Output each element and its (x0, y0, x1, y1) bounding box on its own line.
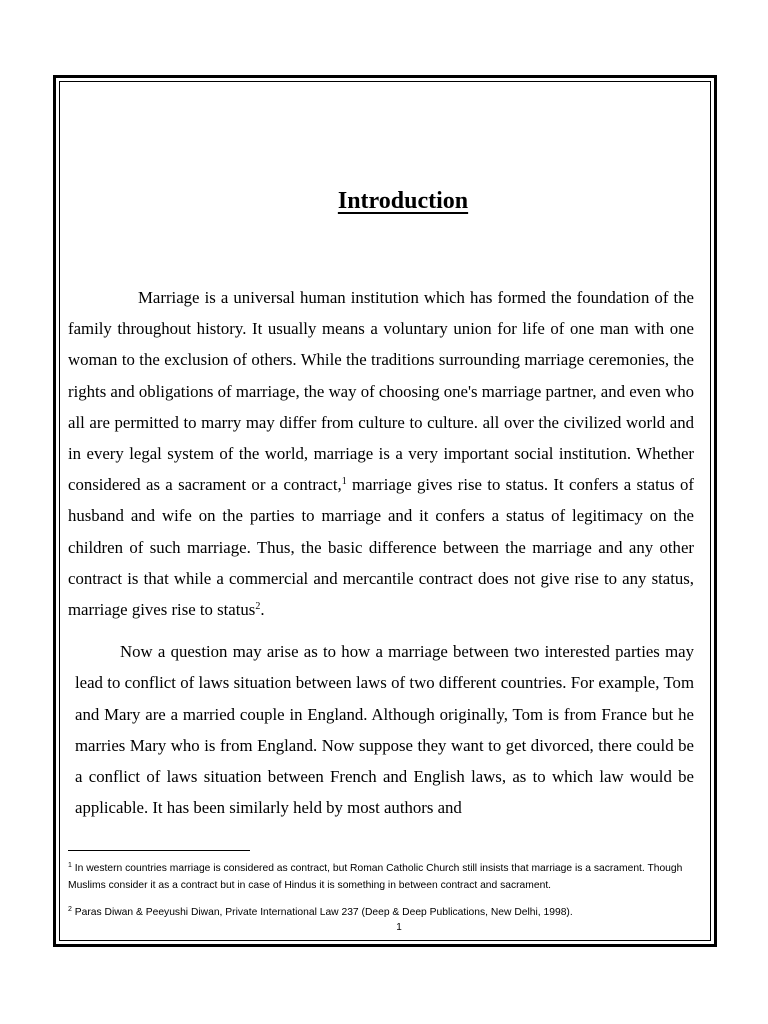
footnote-1-text: In western countries marriage is considered as contract, but Roman Catholic Church still insists that marriage is a sacrament. Though Muslims consider it as a contract but in case of Hindus it is something in between contract and sacrament. (68, 863, 683, 891)
footnote-ref-2: 2 (255, 601, 261, 613)
footnote-2-text: Paras Diwan & Peeyushi Diwan, Private International Law 237 (Deep & Deep Publications, New Delhi, 1998). (71, 907, 573, 918)
paragraph-1-text-c: . (260, 600, 265, 620)
footnote-ref-1: 1 (341, 476, 347, 488)
paragraph-1-text-a: Marriage is a universal human institution which has formed the foundation of the family throughout history. It usually means a voluntary union for life of one man with one woman to the exclusion of others. While the traditions surrounding marriage ceremonies, the rights and obligations of marriage, the way of choosing one's marriage partner, and even who all are permitted to marry may differ from culture to culture. all over the civilized world and in every legal system of the world, marriage is a very important social institution. Whether considered as a sacrament or a contract, (68, 288, 694, 495)
page-title-text: Introduction (337, 188, 469, 214)
footnote-separator (68, 850, 250, 851)
page-number-text: 1 (396, 922, 402, 933)
footnote-2 (68, 904, 694, 921)
paragraph-2: Now a question may arise as to how a marriage between two interested parties may lead to conflict of laws situation between laws of two different countries. For example, Tom and Mary are a married couple in England. Although originally, Tom is from France but he marries Mary who is from England. Now suppose they want to get divorced, there could be a conflict of laws situation between French and English laws, as to which law would be applicable. It has been similarly held by most authors and (75, 642, 694, 818)
footnote-1 (68, 860, 694, 894)
footnote-1-marker: 1 (68, 862, 72, 869)
page-number (0, 922, 768, 933)
paragraph-1-text-b: marriage gives rise to status. It confers a status of husband and wife on the parties to marriage and it confers a status of legitimacy on the children of such marriage. Thus, the basic difference between the marriage and any other contract is that while a commercial and mercantile contract does not give rise to any status, marriage gives rise to status (68, 475, 694, 620)
page-title (0, 188, 768, 215)
footnote-2-marker: 2 (68, 906, 72, 913)
paragraph-1 (68, 282, 694, 625)
